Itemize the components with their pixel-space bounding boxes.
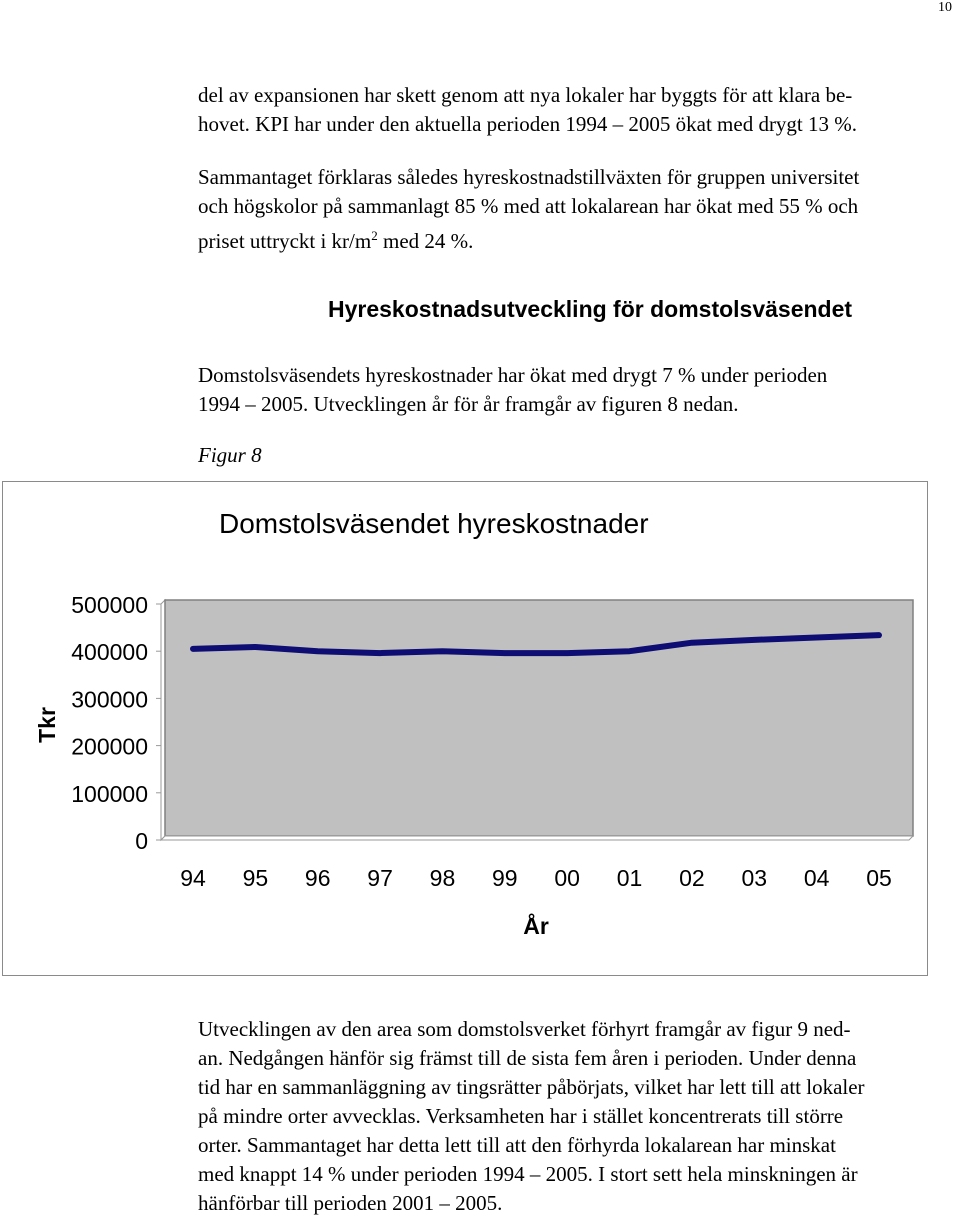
y-tick-label: 100000 (71, 780, 148, 807)
x-tick-label: 03 (741, 865, 768, 891)
text-line: an. Nedgången hänför sig främst till de sista fem åren i perioden. Under denna (198, 1046, 857, 1070)
x-tick-label: 95 (242, 865, 269, 891)
chart-title: Domstolsväsendet hyreskostnader (219, 508, 649, 539)
text-line: hänförbar till perioden 2001 – 2005. (198, 1191, 503, 1215)
text-line: del av expansionen har skett genom att nya lokaler har byggts för att klara be- (198, 83, 853, 107)
data-point (877, 633, 882, 638)
x-tick-label: 02 (679, 865, 705, 891)
x-tick-label: 94 (180, 865, 206, 891)
x-tick-label: 04 (803, 865, 830, 891)
paragraph-expansion (198, 81, 938, 139)
y-tick-label: 500000 (71, 592, 148, 618)
x-tick-label: 00 (554, 865, 580, 891)
data-point (752, 637, 757, 642)
text-line: orter. Sammantaget har detta lett till att den förhyrda lokalarean har minskat (198, 1133, 836, 1157)
data-point (627, 649, 632, 654)
paragraph-domstol (198, 361, 938, 419)
text-line: tid har en sammanläggning av tingsrätter påbörjats, vilket har lett till att lokaler (198, 1075, 865, 1099)
x-axis-ticks (180, 865, 892, 891)
paragraph-summary (198, 163, 938, 256)
data-point (565, 651, 570, 656)
x-axis-label: År (523, 913, 549, 939)
x-tick-label: 98 (429, 865, 456, 891)
page-number: 10 (938, 0, 952, 15)
chart-frame (2, 481, 928, 976)
x-tick-label: 96 (304, 865, 331, 891)
y-axis-label: Tkr (34, 707, 60, 743)
data-point (315, 649, 320, 654)
data-point (689, 640, 694, 645)
text-line: Domstolsväsendets hyreskostnader har ökat med drygt 7 % under perioden (198, 363, 828, 387)
text-line: priset uttryckt i kr/m (198, 229, 372, 253)
y-tick-label: 0 (135, 828, 148, 854)
text-line: Utvecklingen av den area som domstolsverket förhyrt framgår av figur 9 ned- (198, 1017, 851, 1041)
text-line: med 24 %. (377, 229, 474, 253)
plot-floor (161, 836, 913, 840)
text-line: med knappt 14 % under perioden 1994 – 2005. I stort sett hela minskningen är (198, 1162, 858, 1186)
figure-label: Figur 8 (198, 443, 262, 467)
paragraph-area (198, 1015, 938, 1218)
data-point (191, 646, 196, 651)
text-line: 1994 – 2005. Utvecklingen år för år framgår av figuren 8 nedan. (198, 392, 739, 416)
y-tick-label: 400000 (71, 639, 148, 666)
section-heading: Hyreskostnadsutveckling för domstolsväsendet (328, 296, 853, 322)
data-point (378, 651, 383, 656)
data-point (253, 644, 258, 649)
text-line: Sammantaget förklaras således hyreskostnadstillväxten för gruppen universitet (198, 165, 860, 189)
text-line: och högskolor på sammanlagt 85 % med att lokalarean har ökat med 55 % och (198, 194, 859, 218)
data-point (814, 635, 819, 640)
plot-area (161, 600, 913, 840)
x-tick-label: 99 (492, 865, 518, 891)
data-point (440, 649, 445, 654)
y-tick-label: 300000 (71, 686, 148, 713)
x-tick-label: 01 (616, 865, 643, 891)
line-chart (3, 482, 929, 977)
data-point (502, 651, 507, 656)
text-line: på mindre orter avvecklas. Verksamheten har i stället koncentrerats till större (198, 1104, 844, 1128)
text-line: hovet. KPI har under den aktuella perioden 1994 – 2005 ökat med drygt 13 %. (198, 112, 858, 136)
x-tick-label: 05 (866, 865, 892, 891)
y-tick-label: 200000 (71, 733, 148, 760)
y-axis-ticks (71, 592, 161, 854)
superscript: 2 (371, 228, 378, 243)
x-tick-label: 97 (367, 865, 393, 891)
